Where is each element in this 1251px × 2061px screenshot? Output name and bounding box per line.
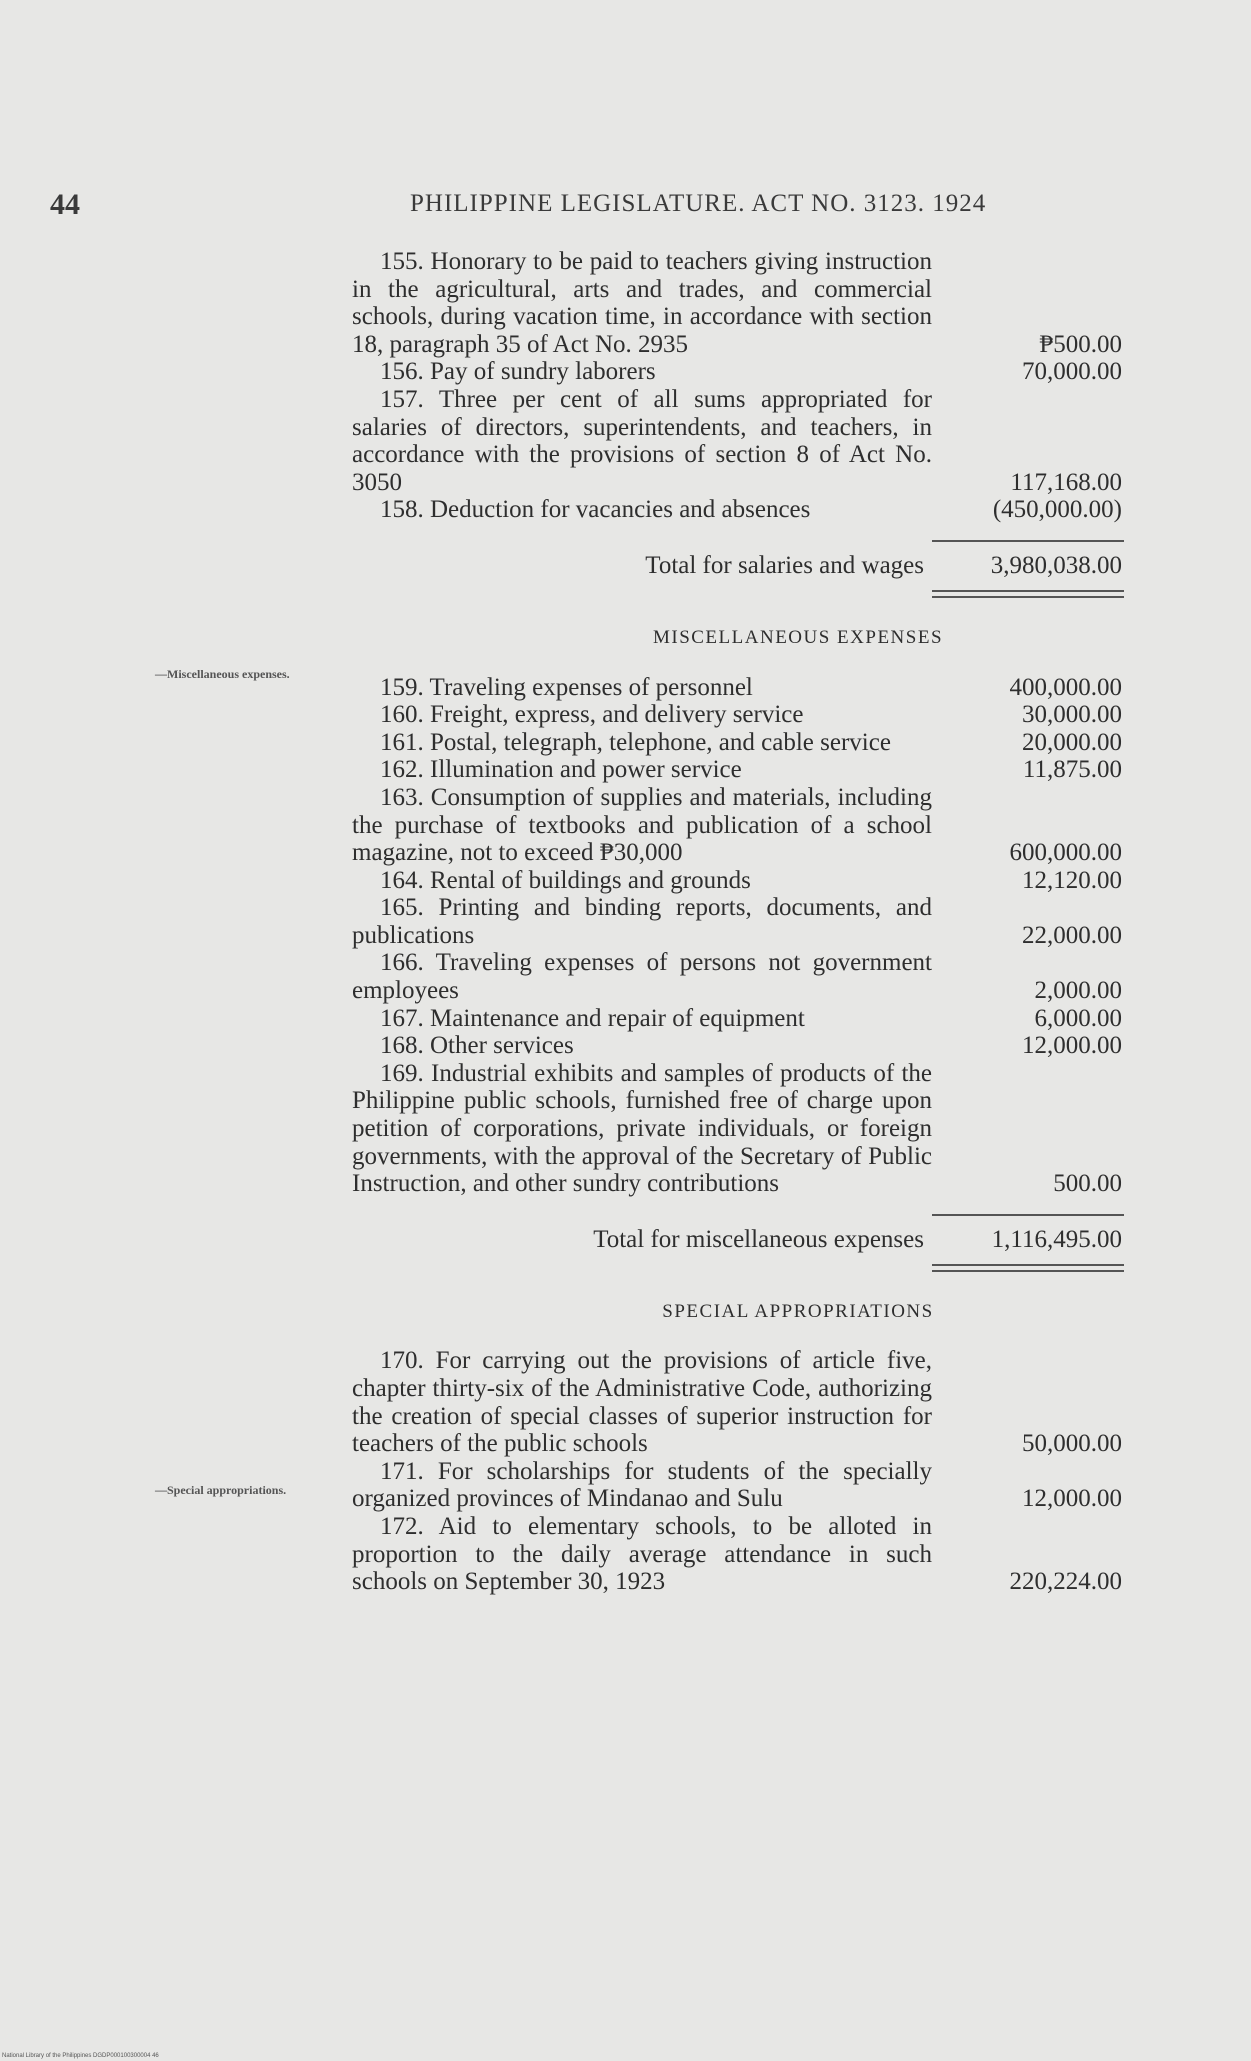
- item-text: 156. Pay of sundry laborers: [380, 358, 656, 386]
- item-165: [352, 894, 1124, 949]
- item-amount: 50,000.00: [1022, 1430, 1122, 1458]
- item-text: 160. Freight, express, and delivery service: [380, 701, 804, 729]
- item-160: [352, 701, 1124, 729]
- heading-special: SPECIAL APPROPRIATIONS: [662, 1300, 934, 1322]
- heading-miscellaneous: MISCELLANEOUS EXPENSES: [652, 626, 944, 648]
- item-amount: 2,000.00: [1034, 977, 1122, 1005]
- item-amount: 20,000.00: [1022, 728, 1122, 756]
- item-text: 161. Postal, telegraph, telephone, and cable service: [380, 728, 891, 756]
- page-number: 44: [50, 188, 80, 221]
- item-text: 167. Maintenance and repair of equipment: [380, 1004, 805, 1032]
- item-amount: 220,224.00: [1009, 1568, 1122, 1596]
- item-155: [352, 248, 1124, 358]
- item-text: 158. Deduction for vacancies and absences: [380, 496, 811, 524]
- item-amount: (450,000.00): [992, 496, 1122, 524]
- item-amount: ₱500.00: [1039, 330, 1122, 358]
- item-amount: 30,000.00: [1022, 701, 1122, 729]
- total-amount: 3,980,038.00: [990, 551, 1122, 579]
- total-amount: 1,116,495.00: [991, 1225, 1122, 1253]
- main-text-block: [352, 248, 1124, 1596]
- scan-credit: National Library of the Philippines DGDP000100300004 46: [2, 2053, 159, 2059]
- item-171: [352, 1458, 1124, 1513]
- item-amount: 500.00: [1053, 1170, 1122, 1198]
- margin-note-miscellaneous: —Miscellaneous expenses.: [155, 667, 290, 681]
- item-text: 172. Aid to elementary schools, to be alloted in proportion to the daily average attendance in such schools on September 30, 1923: [352, 1512, 932, 1596]
- item-163: [352, 784, 1124, 867]
- total-rule: [932, 1214, 1124, 1216]
- item-text: 166. Traveling expenses of persons not government employees: [352, 949, 932, 1005]
- item-158: [352, 496, 1124, 524]
- item-text: 163. Consumption of supplies and materials, including the purchase of textbooks and publication of a school magazine, not to exceed ₱30,000: [352, 783, 932, 867]
- item-161: [352, 729, 1124, 757]
- total-rule: [932, 540, 1124, 542]
- item-text: 162. Illumination and power service: [380, 756, 742, 784]
- item-amount: 12,120.00: [1022, 866, 1122, 894]
- item-amount: 400,000.00: [1009, 673, 1122, 701]
- item-159: [352, 674, 1124, 702]
- item-amount: 117,168.00: [1010, 468, 1122, 496]
- item-168: [352, 1032, 1124, 1060]
- item-157: [352, 386, 1124, 496]
- item-170: [352, 1347, 1124, 1457]
- item-text: 165. Printing and binding reports, documents, and publications: [352, 894, 932, 949]
- item-amount: 22,000.00: [1022, 921, 1122, 949]
- item-amount: 70,000.00: [1022, 358, 1122, 386]
- item-text: 157. Three per cent of all sums appropriated for salaries of directors, superintendents, and teachers, in accordance with the provisions of section 8 of Act No. 3050: [352, 385, 932, 496]
- item-text: 164. Rental of buildings and grounds: [380, 866, 751, 894]
- item-167: [352, 1005, 1124, 1033]
- item-text: 159. Traveling expenses of personnel: [380, 673, 753, 701]
- margin-note-special: —Special appropriations.: [155, 1483, 287, 1497]
- item-text: 169. Industrial exhibits and samples of products of the Philippine public schools, furnished free of charge upon petition of corporations, private individuals, or foreign governments, with the approval of the Secretary of Public Instruction, and other sundry contributions: [352, 1059, 932, 1198]
- item-amount: 600,000.00: [1009, 839, 1122, 867]
- item-text: 168. Other services: [380, 1032, 574, 1060]
- item-166: [352, 949, 1124, 1004]
- item-amount: 12,000.00: [1022, 1032, 1122, 1060]
- item-text: 170. For carrying out the provisions of article five, chapter thirty-six of the Administrative Code, authorizing the creation of special classes of superior instruction for teachers of the public schools: [352, 1347, 932, 1458]
- total-miscellaneous-row: [352, 1208, 1124, 1262]
- item-text: 171. For scholarships for students of the specially organized provinces of Mindanao and Sulu: [352, 1457, 932, 1513]
- item-162: [352, 756, 1124, 784]
- item-172: [352, 1513, 1124, 1596]
- item-169: [352, 1060, 1124, 1198]
- double-rule: [932, 1264, 1124, 1272]
- total-salaries-row: [352, 534, 1124, 588]
- item-amount: 11,875.00: [1022, 756, 1122, 784]
- running-head: PHILIPPINE LEGISLATURE. ACT NO. 3123. 1924: [410, 190, 987, 217]
- item-text: 155. Honorary to be paid to teachers giving instruction in the agricultural, arts and trades, and commercial schools, during vacation time, in accordance with section 18, paragraph 35 of Act No. 2935: [352, 248, 932, 358]
- double-rule: [932, 590, 1124, 598]
- item-amount: 6,000.00: [1034, 1004, 1122, 1032]
- total-label: Total for salaries and wages: [645, 551, 924, 579]
- item-amount: 12,000.00: [1022, 1485, 1122, 1513]
- item-164: [352, 867, 1124, 895]
- item-156: [352, 358, 1124, 386]
- total-label: Total for miscellaneous expenses: [593, 1225, 924, 1253]
